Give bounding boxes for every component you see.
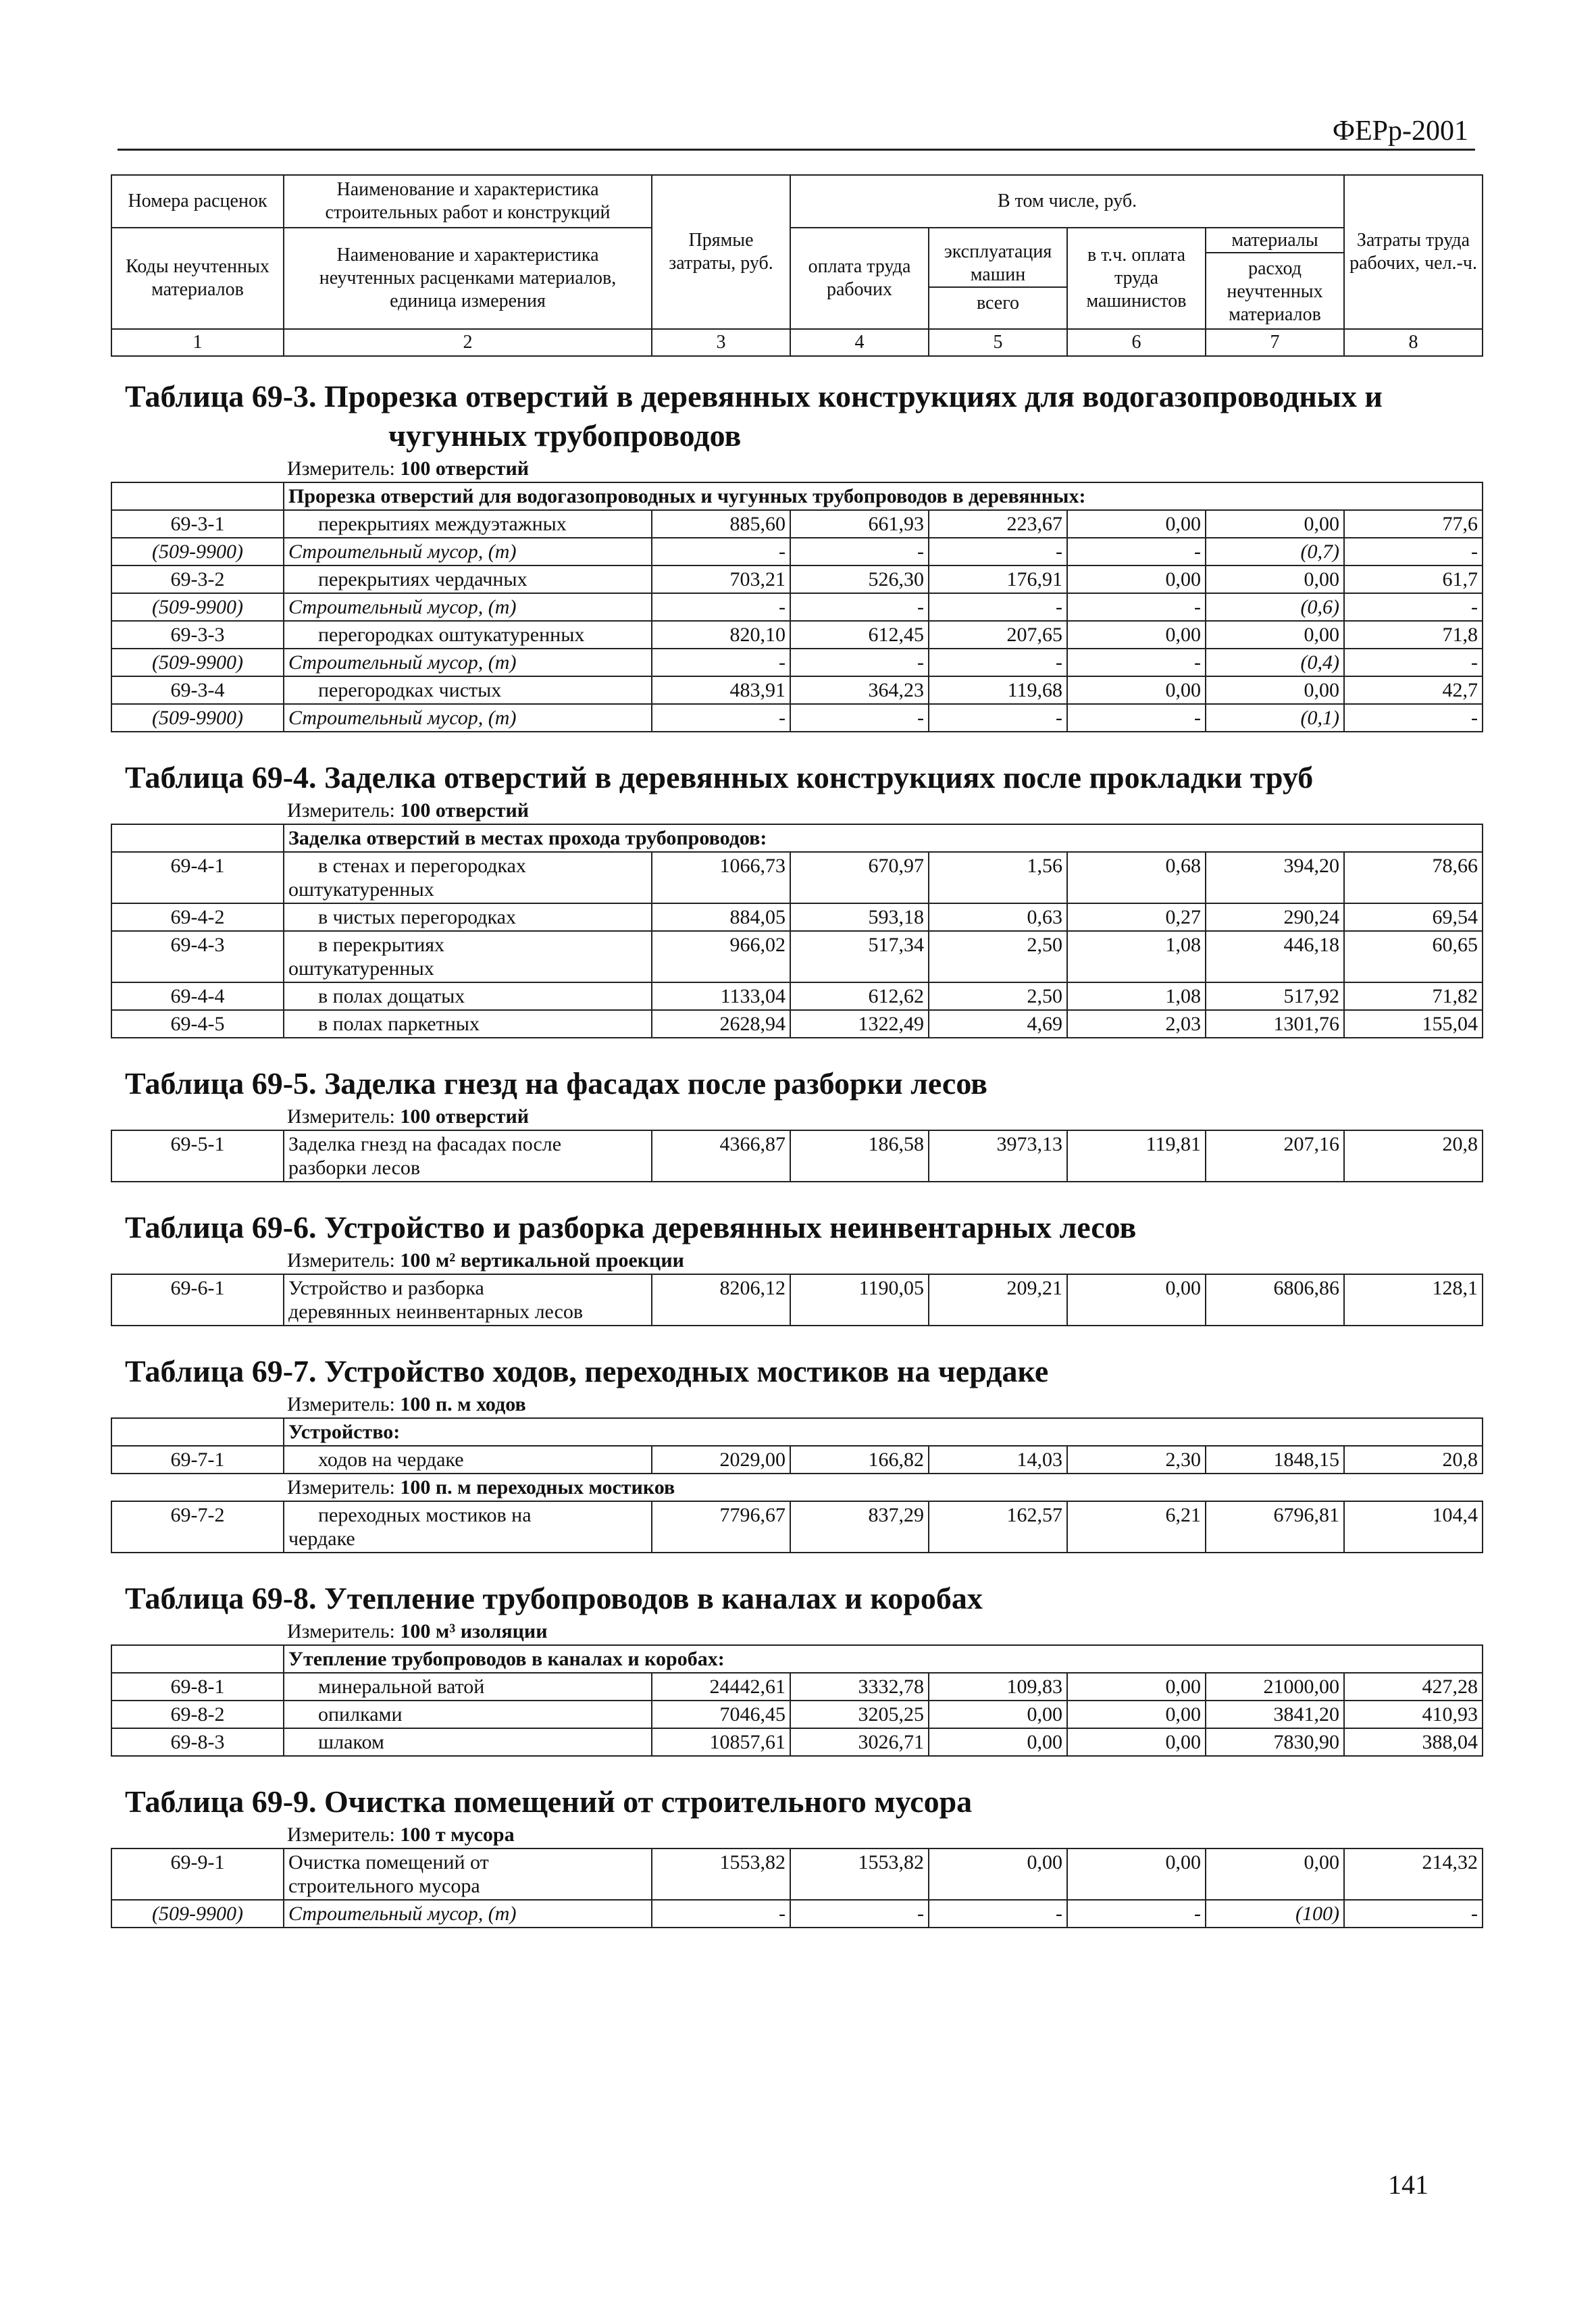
measure: Измеритель: 100 п. м ходов [287, 1393, 526, 1415]
table-row: 69-3-2 перекрытиях чердачных 703,21 526,30 176,91 0,00 0,00 61,7 [111, 565, 1483, 593]
col-machines-total [929, 228, 1067, 329]
col-mat-name: Наименование и характеристика неучтенных расценками материалов, единица измерения [284, 228, 652, 329]
page-number: 141 [1388, 2169, 1428, 2200]
table-row: 69-3-3 перегородках оштукатуренных 820,10 612,45 207,65 0,00 0,00 71,8 [111, 621, 1483, 649]
table-row: 69-4-3 в перекрытиях оштукатуренных 966,02 517,34 2,50 1,08 446,18 60,65 [111, 931, 1483, 982]
col-direct: Прямые затраты, руб. [652, 175, 790, 329]
table-row: 69-4-5 в полах паркетных 2628,94 1322,49 4,69 2,03 1301,76 155,04 [111, 1010, 1483, 1038]
table-row: 69-3-4 перегородках чистых 483,91 364,23 119,68 0,00 0,00 42,7 [111, 676, 1483, 704]
col-num-5: 5 [929, 329, 1067, 356]
table-69-8 [111, 1553, 1483, 1756]
table-row: 69-7-1 ходов на чердаке 2029,00 166,82 14,03 2,30 1848,15 20,8 [111, 1446, 1483, 1474]
table-row: 69-8-3 шлаком 10857,61 3026,71 0,00 0,00 7830,90 388,04 [111, 1728, 1483, 1756]
table-row: 69-6-1 Устройство и разборка деревянных неинвентарных лесов 8206,12 1190,05 209,21 0,00 6806,86 128,1 [111, 1274, 1483, 1326]
table-title: Таблица 69-3. Прорезка отверстий в деревянных конструкциях для водогазопроводных и чугунных трубопроводов [125, 379, 1383, 453]
col-mat-codes: Коды неучтенных материалов [111, 228, 284, 329]
col-num-7: 7 [1206, 329, 1344, 356]
col-work-name: Наименование и характеристика строительных работ и конструкций [284, 175, 652, 228]
col-total: всего [976, 293, 1020, 313]
group-title: Устройство: [284, 1418, 1483, 1446]
rates-table [111, 174, 1483, 1928]
table-row: 69-4-1 в стенах и перегородках оштукатуренных 1066,73 670,97 1,56 0,68 394,20 78,66 [111, 852, 1483, 903]
column-header [111, 175, 1483, 356]
table-row: 69-9-1 Очистка помещений от строительного мусора 1553,82 1553,82 0,00 0,00 0,00 214,32 [111, 1848, 1483, 1900]
col-materials-usage [1206, 228, 1344, 329]
table-subrow: (509-9900) Строительный мусор, (т) - - - - (0,7) - [111, 538, 1483, 565]
table-title: Таблица 69-9. Очистка помещений от строительного мусора [125, 1784, 973, 1819]
table-title: Таблица 69-4. Заделка отверстий в деревянных конструкциях после прокладки труб [125, 760, 1314, 795]
table-69-7 [111, 1326, 1483, 1553]
table-row: 69-8-2 опилками 7046,45 3205,25 0,00 0,00 3841,20 410,93 [111, 1701, 1483, 1728]
group-title: Заделка отверстий в местах прохода трубопроводов: [284, 824, 1483, 852]
measure: Измеритель: 100 п. м переходных мостиков [287, 1476, 675, 1499]
table-subrow: (509-9900) Строительный мусор, (т) - - - - (100) - [111, 1900, 1483, 1928]
document-code: ФЕРр-2001 [1332, 116, 1468, 147]
table-row: 69-5-1 Заделка гнезд на фасадах после разборки лесов 4366,87 186,58 3973,13 119,81 207,16 20,8 [111, 1130, 1483, 1182]
table-69-5 [111, 1038, 1483, 1182]
measure: Измеритель: 100 т мусора [287, 1823, 515, 1846]
col-num-1: 1 [111, 329, 284, 356]
group-title: Утепление трубопроводов в каналах и коробах: [284, 1645, 1483, 1673]
col-rate-no: Номера расценок [111, 175, 284, 228]
rates-content [111, 174, 1483, 1928]
table-row: 69-8-1 минеральной ватой 24442,61 3332,78 109,83 0,00 21000,00 427,28 [111, 1673, 1483, 1701]
table-69-6 [111, 1182, 1483, 1326]
table-subrow: (509-9900) Строительный мусор, (т) - - - - (0,4) - [111, 649, 1483, 676]
table-row: 69-3-1 перекрытиях междуэтажных 885,60 661,93 223,67 0,00 0,00 77,6 [111, 510, 1483, 538]
measure: Измеритель: 100 отверстий [287, 1105, 530, 1128]
table-title: Таблица 69-7. Устройство ходов, переходных мостиков на чердаке [125, 1354, 1049, 1388]
measure: Измеритель: 100 отверстий [287, 799, 530, 822]
table-69-3 [111, 356, 1483, 732]
group-title: Прорезка отверстий для водогазопроводных и чугунных трубопроводов в деревянных: [284, 482, 1483, 510]
table-subrow: (509-9900) Строительный мусор, (т) - - - - (0,6) - [111, 593, 1483, 621]
col-num-3: 3 [652, 329, 790, 356]
col-num-4: 4 [790, 329, 929, 356]
table-title: Таблица 69-5. Заделка гнезд на фасадах после разборки лесов [125, 1066, 988, 1101]
table-title: Таблица 69-6. Устройство и разборка деревянных неинвентарных лесов [125, 1210, 1137, 1244]
col-num-2: 2 [284, 329, 652, 356]
table-row: 69-4-4 в полах дощатых 1133,04 612,62 2,50 1,08 517,92 71,82 [111, 982, 1483, 1010]
table-subrow: (509-9900) Строительный мусор, (т) - - - - (0,1) - [111, 704, 1483, 732]
table-row: 69-4-2 в чистых перегородках 884,05 593,18 0,63 0,27 290,24 69,54 [111, 903, 1483, 931]
col-including: В том числе, руб. [790, 175, 1344, 228]
table-row: 69-7-2 переходных мостиков на чердаке 7796,67 837,29 162,57 6,21 6796,81 104,4 [111, 1501, 1483, 1553]
table-69-4 [111, 732, 1483, 1038]
col-num-6: 6 [1067, 329, 1206, 356]
col-num-8: 8 [1344, 329, 1483, 356]
col-machines: эксплуатация машин [929, 241, 1066, 288]
col-incl-wage: в т.ч. оплата труда машинистов [1067, 228, 1206, 329]
measure: Измеритель: 100 м³ изоляции [287, 1620, 548, 1642]
table-title: Таблица 69-8. Утепление трубопроводов в каналах и коробах [125, 1581, 983, 1615]
measure: Измеритель: 100 отверстий [287, 457, 530, 480]
measure: Измеритель: 100 м² вертикальной проекции [287, 1249, 684, 1272]
col-wage: оплата труда рабочих [790, 228, 929, 329]
col-mat-usage: расход неучтенных материалов [1227, 258, 1323, 325]
table-69-9 [111, 1756, 1483, 1928]
page-header [118, 115, 1475, 151]
col-labor: Затраты труда рабочих, чел.-ч. [1344, 175, 1483, 329]
col-materials: материалы [1206, 229, 1343, 253]
